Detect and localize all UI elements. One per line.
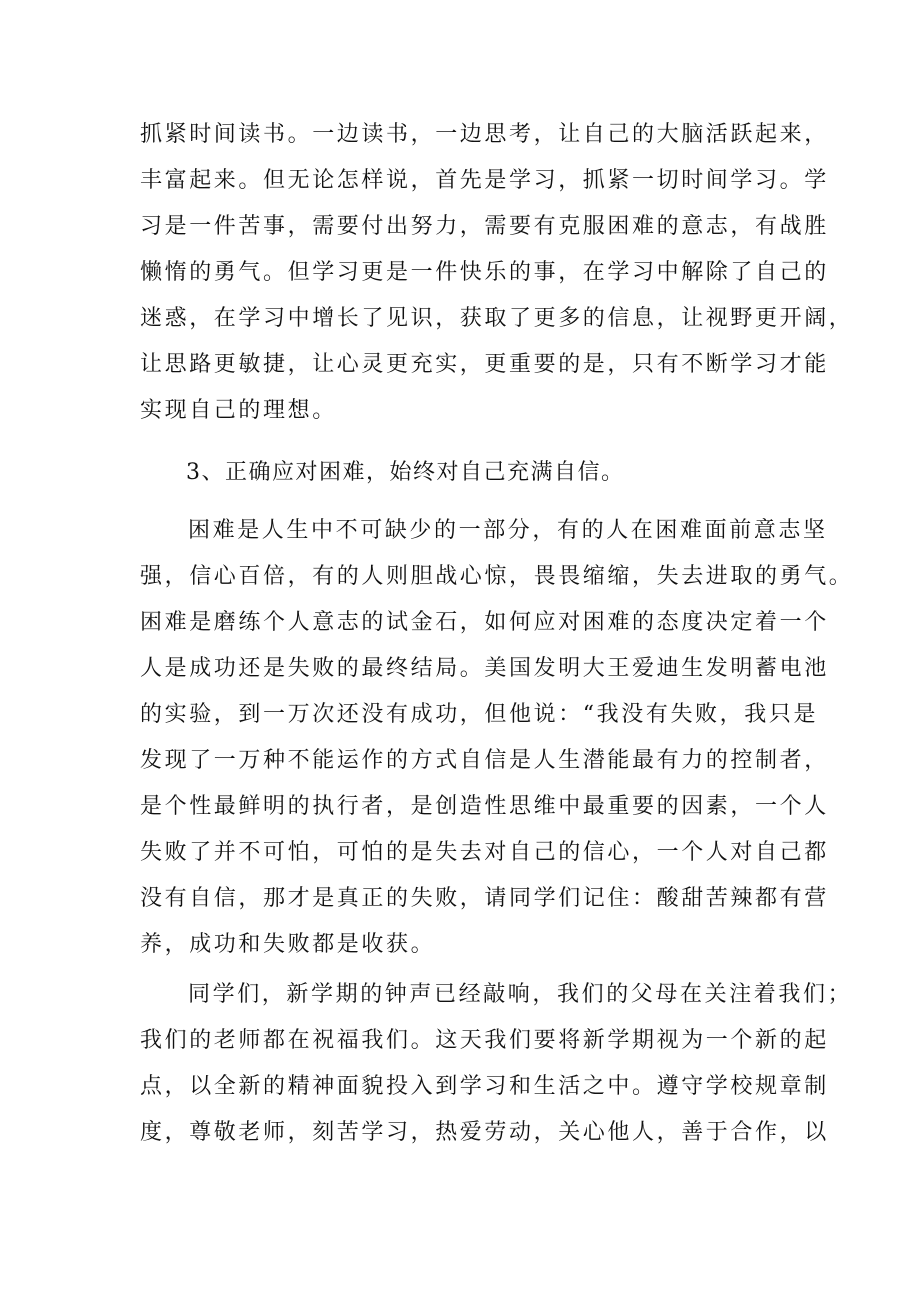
- paragraph-line: 强，信心百倍，有的人则胆战心惊，畏畏缩缩，失去进取的勇气。: [140, 564, 854, 589]
- paragraph-line: 养，成功和失败都是收获。: [140, 932, 436, 957]
- paragraph-line: 让思路更敏捷，让心灵更充实，更重要的是，只有不断学习才能: [140, 352, 829, 377]
- paragraph-line: 困难是人生中不可缺少的一部分，有的人在困难面前意志坚: [188, 518, 828, 543]
- paragraph-1: [140, 112, 854, 434]
- paragraph-line: 实现自己的理想。: [140, 398, 337, 423]
- paragraph-line: 懒惰的勇气。但学习更是一件快乐的事，在学习中解除了自己的: [140, 260, 829, 285]
- paragraph-line: 同学们，新学期的钟声已经敲响，我们的父母在关注着我们；: [188, 982, 853, 1007]
- paragraph-line: 是个性最鲜明的执行者，是创造性思维中最重要的因素，一个人: [140, 794, 829, 819]
- paragraph-line: 失败了并不可怕，可怕的是失去对自己的信心，一个人对自己都: [140, 840, 829, 865]
- paragraph-line: 人是成功还是失败的最终结局。美国发明大王爱迪生发明蓄电池: [140, 656, 829, 681]
- paragraph-3: [140, 972, 853, 1156]
- paragraph-line: 迷惑，在学习中增长了见识，获取了更多的信息，让视野更开阔，: [140, 306, 854, 331]
- section-heading-3: 3、正确应对困难，始终对自己充满自信。: [186, 460, 625, 485]
- paragraph-line: 没有自信，那才是真正的失败，请同学们记住：酸甜苦辣都有营: [140, 886, 829, 911]
- paragraph-line: 我们的老师都在祝福我们。这天我们要将新学期视为一个新的起: [140, 1028, 829, 1053]
- paragraph-line: 点，以全新的精神面貌投入到学习和生活之中。遵守学校规章制: [140, 1074, 829, 1099]
- paragraph-line: 发现了一万种不能运作的方式自信是人生潜能最有力的控制者，: [140, 748, 829, 773]
- paragraph-line: 的实验，到一万次还没有成功，但他说：“我没有失败，我只是: [140, 702, 819, 727]
- paragraph-line: 习是一件苦事，需要付出努力，需要有克服困难的意志，有战胜: [140, 214, 829, 239]
- paragraph-line: 抓紧时间读书。一边读书，一边思考，让自己的大脑活跃起来，: [140, 122, 829, 147]
- paragraph-line: 丰富起来。但无论怎样说，首先是学习，抓紧一切时间学习。学: [140, 168, 829, 193]
- paragraph-line: 困难是磨练个人意志的试金石，如何应对困难的态度决定着一个: [140, 610, 829, 635]
- paragraph-2: [140, 508, 854, 968]
- paragraph-line: 度，尊敬老师，刻苦学习，热爱劳动，关心他人，善于合作，以: [140, 1120, 829, 1145]
